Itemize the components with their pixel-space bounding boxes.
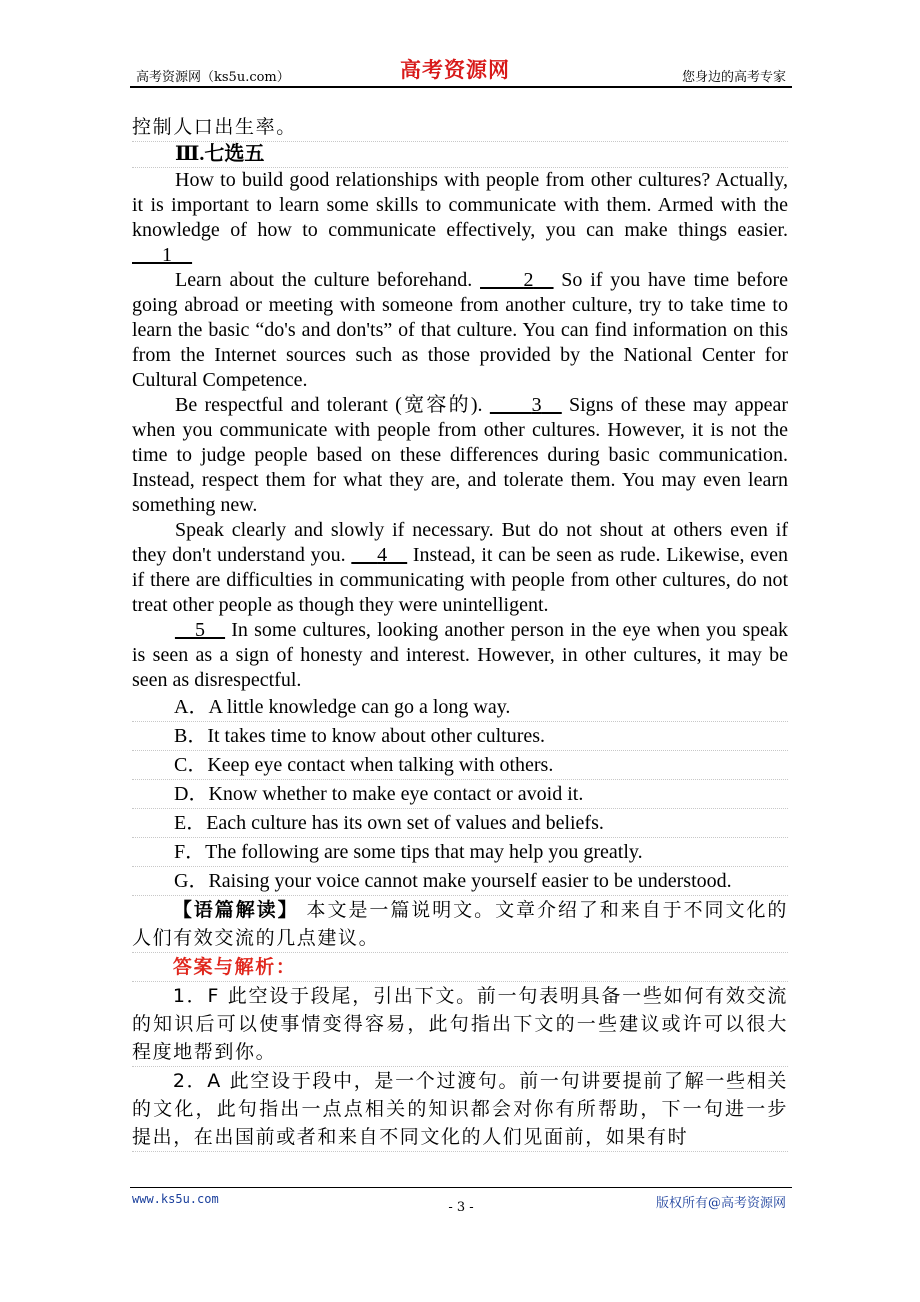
option-e: E．Each culture has its own set of values and beliefs. — [132, 809, 788, 838]
footer-website-link[interactable]: www.ks5u.com — [132, 1192, 219, 1206]
header-left-text: 高考资源网（ks5u.com） — [136, 70, 290, 85]
page-footer — [130, 1187, 792, 1228]
answer-label: 2．A — [172, 1070, 222, 1092]
passage-paragraph-3 — [132, 393, 788, 518]
paragraph-text: Signs of these may appear when you communicate with people from other cultures. However, it is not the time to judge people based on these differences during basic communication. Instead, respect them for what they are, and tolerate them. You may even learn something new. — [132, 394, 788, 516]
continued-line: 控制人口出生率。 — [132, 113, 788, 142]
section-title: Ⅲ.七选五 — [132, 142, 788, 168]
paragraph-text: How to build good relationships with people from other cultures? Actually, it is important to learn some skills to communicate with them. Armed with the knowledge of how to communicate effectively, you can make things easier. — [132, 169, 788, 241]
paragraph-text: So if you have time before going abroad or meeting with someone from another culture, try to take time to learn the basic “do's and don'ts” of that culture. You can find information on this from the Internet sources such as those provided by the National Center for Cultural Competence. — [132, 269, 789, 391]
blank-2: __2__ — [480, 269, 554, 291]
blank-1: __1__ — [132, 244, 192, 266]
paragraph-text: Learn about the culture beforehand. — [175, 269, 473, 291]
option-b: B．It takes time to know about other cultures. — [132, 722, 788, 751]
footer-copyright: 版权所有@高考资源网 — [655, 1196, 786, 1211]
paragraph-text: Speak clearly and slowly if necessary. But do not shout at others even if they don't understand you. — [132, 519, 788, 566]
page-header — [130, 52, 792, 88]
passage-paragraph-5 — [132, 618, 788, 693]
paragraph-text: Be respectful and tolerant (宽容的). — [175, 394, 483, 416]
reading-text: 本文是一篇说明文。文章介绍了和来自于不同文化的人们有效交流的几点建议。 — [132, 899, 789, 949]
option-f: F．The following are some tips that may help you greatly. — [132, 838, 788, 867]
option-a: A．A little knowledge can go a long way. — [132, 693, 788, 722]
option-d: D．Know whether to make eye contact or avoid it. — [132, 780, 788, 809]
blank-5: __5__ — [175, 619, 225, 641]
answer-2 — [132, 1067, 788, 1152]
answer-1 — [132, 982, 788, 1067]
blank-3: __3__ — [489, 394, 562, 416]
options-list — [132, 693, 788, 896]
option-c: C．Keep eye contact when talking with others. — [132, 751, 788, 780]
reading-label: 【语篇解读】 — [172, 899, 299, 921]
passage-paragraph-4 — [132, 518, 788, 618]
option-g: G．Raising your voice cannot make yourself easier to be understood. — [132, 867, 788, 896]
paragraph-text: Instead, it can be seen as rude. Likewise, even if there are difficulties in communicating with people from other cultures, do not treat other people as though they were unintelligent. — [132, 544, 789, 616]
answer-title: 答案与解析： — [132, 953, 788, 982]
header-right-text: 您身边的高考专家 — [681, 70, 786, 85]
reading-analysis — [132, 896, 788, 953]
answer-text: 此空设于段中，是一个过渡句。前一句讲要提前了解一些相关的文化，此句指出一点点相关的知识都会对你有所帮助，下一句进一步提出，在出国前或者和来自不同文化的人们见面前，如果有时 — [132, 1070, 789, 1148]
answer-text: 此空设于段尾，引出下文。前一句表明具备一些如何有效交流的知识后可以使事情变得容易，此句指出下文的一些建议或许可以很大程度地帮到你。 — [132, 985, 789, 1063]
document-body — [132, 113, 788, 1152]
paragraph-text: In some cultures, looking another person in the eye when you speak is seen as a sign of honesty and interest. However, in other cultures, it may be seen as disrespectful. — [132, 619, 788, 691]
answer-label: 1．F — [172, 985, 220, 1007]
page-number: - 3 - — [448, 1200, 474, 1215]
passage-paragraph-2 — [132, 268, 788, 393]
blank-4: __4__ — [351, 544, 408, 566]
header-logo: 高考资源网 — [400, 57, 510, 82]
passage-paragraph-1 — [132, 168, 788, 268]
